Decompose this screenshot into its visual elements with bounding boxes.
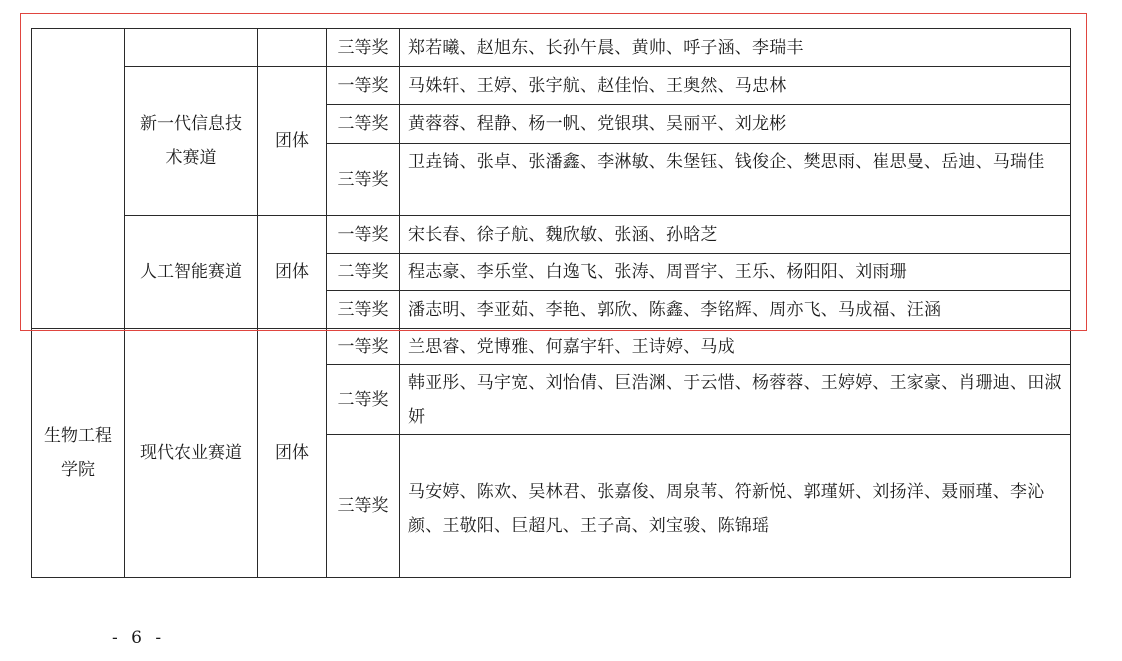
award-level: 三等奖 [337,299,389,320]
winner-names: 韩亚彤、马宇宽、刘怡倩、巨浩渊、于云惜、杨蓉蓉、王婷婷、王家豪、肖珊迪、田淑妍 [408,373,1062,427]
award-level: 二等奖 [337,262,389,282]
winner-names: 潘志明、李亚茹、李艳、郭欣、陈鑫、李铭辉、周亦飞、马成福、汪涵 [408,300,942,320]
award-level: 三等奖 [337,169,389,190]
winner-names: 宋长春、徐子航、魏欣敏、张涵、孙晗芝 [408,225,718,245]
awards-table [31,28,1071,578]
table-divider-award [399,28,400,578]
winner-names: 马安婷、陈欢、吴林君、张嘉俊、周泉苇、符新悦、郭瑾妍、刘扬洋、聂丽瑾、李沁颜、王敬阳、巨超凡、王子高、刘宝骏、陈锦瑶 [408,482,1045,536]
college-cell [32,29,124,328]
row-line [326,143,1071,144]
award-level: 三等奖 [337,496,389,516]
page-number: - 6 - [112,628,166,648]
winner-names: 郑若曦、赵旭东、长孙午晨、黄帅、呼子涵、李瑞丰 [408,38,804,58]
row-line [326,434,1071,435]
team-type: 团体 [275,443,309,463]
track-name: 新一代信息技术赛道 [140,114,242,168]
award-level: 一等奖 [337,224,389,245]
college-cell: 生物工程学院 [44,426,112,480]
award-level: 二等奖 [337,389,389,410]
award-level: 二等奖 [337,114,389,134]
award-level: 一等奖 [337,75,389,96]
winner-names: 程志豪、李乐堂、白逸飞、张涛、周晋宇、王乐、杨阳阳、刘雨珊 [408,262,907,282]
row-line [326,364,1071,365]
table-border-bottom [31,577,1071,578]
team-type: 团体 [275,262,309,282]
winner-names: 马姝轩、王婷、张宇航、赵佳怡、王奥然、马忠林 [408,76,787,96]
team-type [258,29,326,66]
row-line [326,253,1071,254]
row-line [326,104,1071,105]
award-level: 三等奖 [337,37,389,58]
team-type: 团体 [275,131,309,151]
row-line [326,290,1071,291]
track-name: 人工智能赛道 [140,262,242,282]
track-name: 现代农业赛道 [140,443,242,463]
table-border-right [1070,28,1071,578]
winner-names: 卫垚锜、张卓、张潘鑫、李淋敏、朱堡钰、钱俊企、樊思雨、崔思曼、岳迪、马瑞佳 [408,152,1045,172]
award-level: 一等奖 [337,336,389,357]
track-name [125,29,257,66]
winner-names: 黄蓉蓉、程静、杨一帆、党银琪、吴丽平、刘龙彬 [408,114,787,134]
winner-names: 兰思睿、党博雅、何嘉宇轩、王诗婷、马成 [408,337,735,357]
